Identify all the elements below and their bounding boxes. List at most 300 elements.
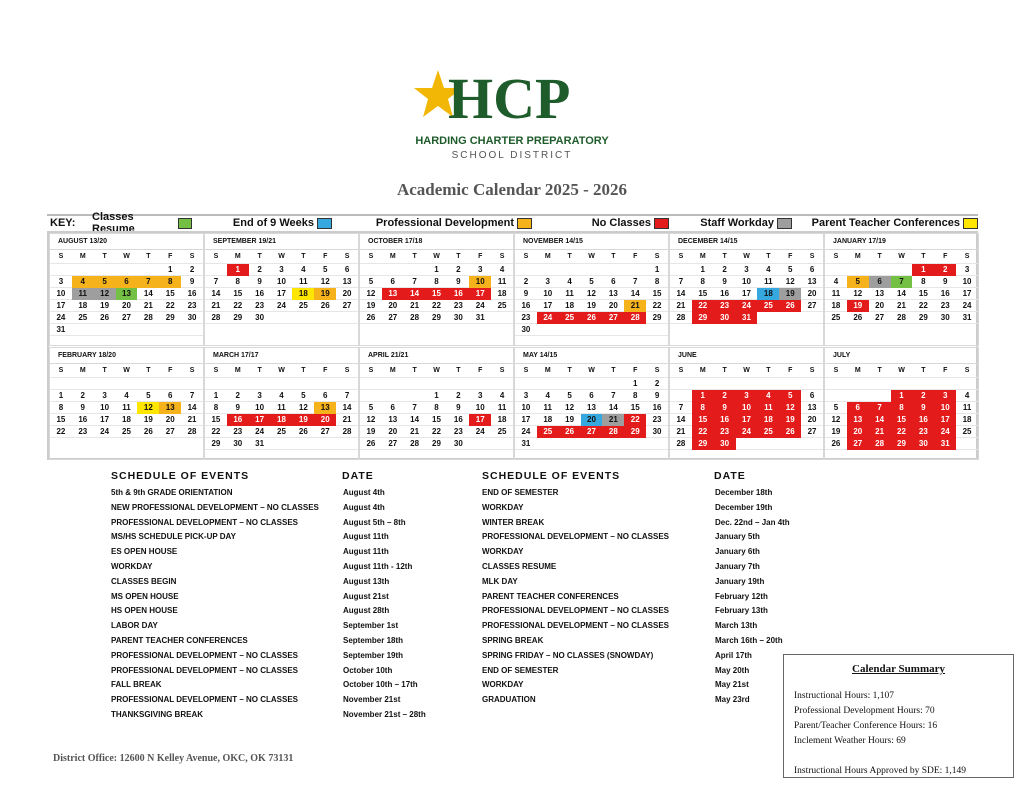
day-cell: 2 [235,391,240,400]
day-cell: 10 [934,402,956,414]
day-cell: 31 [736,312,758,324]
day-cell: 21 [342,415,352,424]
day-cell: 13 [314,402,336,414]
weekday-label: F [788,253,793,260]
day-cell: 12 [137,402,159,414]
day-cell: 22 [692,300,714,312]
day-cell: 2 [654,379,660,388]
day-cell: 6 [869,276,891,288]
week-row [50,390,203,402]
event-date: September 19th [343,650,404,660]
day-cell: 5 [368,403,374,412]
day-cell: 15 [692,414,714,426]
day-cell: 21 [676,301,686,310]
day-cell: 25 [122,427,131,436]
day-cell [205,378,227,389]
day-cell: 19 [292,414,314,426]
day-cell: 4 [499,391,505,400]
day-cell [869,390,891,402]
weekday-label: M [79,253,86,260]
day-cell: 20 [388,427,398,436]
day-cell [559,324,581,336]
day-cell: 30 [912,438,934,450]
day-cell: 21 [410,301,420,310]
weekday-header [205,364,358,378]
day-cell: 17 [736,414,758,426]
day-cell: 12 [853,289,863,298]
week-row [515,390,668,402]
weekday-label: S [678,253,684,260]
day-cell: 17 [962,289,972,298]
day-cell: 1 [167,265,173,274]
week-row [515,300,668,312]
day-cell: 15 [918,289,928,298]
day-cell: 31 [56,325,66,334]
day-cell: 3 [257,391,262,400]
day-cell: 17 [56,301,66,310]
weekday-label: M [854,367,861,374]
day-cell: 13 [382,288,404,300]
day-cell: 13 [807,277,817,286]
day-cell: 29 [624,426,646,438]
day-cell: 12 [587,289,596,298]
week-row [670,264,823,276]
day-cell: 25 [559,312,581,324]
event-name: END OF SEMESTER [482,488,559,497]
week-row [825,276,978,288]
day-cell: 19 [100,301,110,310]
summary-line: Professional Development Hours: 70 [794,706,935,716]
day-cell [491,438,513,450]
week-row [515,288,668,300]
weekday-label: F [168,367,173,374]
day-cell: 26 [143,427,153,436]
month-1 [49,233,204,346]
day-cell: 29 [692,312,714,324]
day-cell: 21 [143,301,153,310]
day-cell: 16 [187,289,197,298]
day-cell [670,378,692,389]
event-name: THANKSGIVING BREAK [111,710,204,719]
day-cell: 4 [72,276,94,288]
day-cell: 15 [211,415,221,424]
day-cell: 22 [652,301,662,310]
event-name: CLASSES RESUME [482,562,557,571]
month-name: MARCH 17/17 [205,348,358,364]
day-cell: 2 [714,390,736,402]
day-cell: 6 [809,265,815,274]
week-row [825,264,978,276]
day-cell: 5 [146,391,151,400]
event-name: PROFESSIONAL DEVELOPMENT – NO CLASSES [111,650,298,660]
day-cell: 17 [277,289,286,298]
day-cell: 1 [434,391,439,400]
event-date: February 13th [715,606,768,616]
day-cell [314,378,336,389]
day-cell: 28 [624,312,646,324]
day-cell: 4 [766,265,771,274]
event-name: CLASSES BEGIN [111,576,177,586]
week-row [50,324,203,336]
day-cell: 29 [692,438,714,450]
day-cell: 13 [807,403,817,412]
week-row [515,414,668,426]
day-cell: 9 [189,277,195,286]
day-cell: 3 [964,265,970,274]
event-date: September 1st [343,621,399,631]
day-cell: 28 [187,427,197,436]
day-cell: 23 [912,426,934,438]
event-name: MLK DAY [482,576,518,586]
weekday-header [515,364,668,378]
weekday-label: S [654,367,660,374]
day-cell [469,438,491,450]
day-cell: 8 [692,402,714,414]
event-date: August 5th – 8th [343,517,406,527]
week-row [50,300,203,312]
day-cell: 30 [187,313,197,322]
week-row [360,264,513,276]
weekday-label: S [833,253,839,260]
day-cell [602,324,624,336]
weekday-label: F [633,367,638,374]
summary-line: Parent/Teacher Conference Hours: 16 [794,721,938,731]
day-cell: 1 [58,391,64,400]
day-cell [825,264,847,276]
weekday-header [670,364,823,378]
day-cell: 16 [720,289,730,298]
week-row [515,402,668,414]
weekday-label: F [478,253,483,260]
day-cell: 1 [912,264,934,276]
day-cell [956,378,978,389]
weekday-label: S [213,253,219,260]
week-row [360,288,513,300]
weekday-label: T [257,367,262,374]
week-row [360,390,513,402]
event-date: October 10th [343,665,393,675]
day-cell: 11 [764,277,773,286]
day-cell: 9 [456,277,461,286]
weekday-label: S [499,367,505,374]
week-row [825,378,978,390]
day-cell [249,378,271,389]
day-cell: 9 [257,277,262,286]
day-cell: 30 [940,313,950,322]
weekday-label: S [189,367,195,374]
day-cell: 13 [587,403,596,412]
month-name: SEPTEMBER 19/21 [205,234,358,250]
day-cell [891,264,913,276]
day-cell: 28 [897,313,906,322]
day-cell: 26 [831,439,841,448]
day-cell: 6 [809,391,815,400]
day-cell: 14 [676,289,686,298]
day-cell: 17 [469,414,491,426]
month-4 [514,233,669,346]
swatch-red [654,218,669,229]
day-cell: 17 [543,301,553,310]
day-cell: 3 [477,391,483,400]
day-cell [757,378,779,389]
day-cell: 24 [537,312,559,324]
day-cell: 2 [456,265,461,274]
month-name: NOVEMBER 14/15 [515,234,668,250]
weekday-label: F [943,367,948,374]
month-7 [49,347,204,460]
day-cell [72,264,94,276]
day-cell: 9 [942,277,948,286]
day-cell: 6 [167,391,173,400]
day-cell: 7 [678,277,684,286]
day-cell: 8 [58,403,64,412]
week-row [670,390,823,402]
week-row [360,276,513,288]
event-date: August 4th [343,488,385,497]
event-date: August 11th [343,547,389,557]
day-cell [847,264,869,276]
day-cell: 17 [934,414,956,426]
day-cell: 8 [891,402,913,414]
day-cell [404,390,426,402]
day-cell: 1 [891,390,913,402]
event-name: GRADUATION [482,695,536,705]
weekday-label: T [102,367,107,374]
month-3 [359,233,514,346]
event-date: December 18th [715,488,773,497]
day-cell: 14 [869,414,891,426]
week-row [205,276,358,288]
day-cell: 24 [934,426,956,438]
week-row [205,300,358,312]
day-cell: 10 [100,403,110,412]
weekday-label: M [699,367,706,374]
month-name: FEBRUARY 18/20 [50,348,203,364]
day-cell: 1 [654,265,660,274]
week-row [205,426,358,438]
day-cell: 27 [807,301,817,310]
day-cell: 23 [714,426,736,438]
day-cell: 19 [587,301,596,310]
day-cell [537,378,559,390]
event-name: SPRING FRIDAY – NO CLASSES (SNOWDAY) [482,650,654,660]
swatch-gray [777,218,792,229]
day-cell [624,264,646,276]
week-row [670,276,823,288]
day-cell [205,264,227,276]
day-cell [50,378,72,389]
week-row [205,312,358,324]
day-cell [646,438,668,450]
day-cell: 6 [116,276,138,288]
weekday-label: S [523,253,529,260]
day-cell: 15 [698,289,708,298]
weekday-header [515,250,668,264]
week-row [825,414,978,426]
day-cell: 16 [521,301,531,310]
event-name: MS/HS SCHEDULE PICK-UP DAY [111,532,236,542]
week-row [50,378,203,390]
event-date: April 17th [715,650,752,660]
key-no-classes: No Classes [532,216,669,230]
week-row [205,288,358,300]
weekday-label: S [368,367,374,374]
day-cell: 11 [72,288,94,300]
event-name: PROFESSIONAL DEVELOPMENT – NO CLASSES [482,621,669,631]
day-cell: 5 [847,276,869,288]
day-cell [847,378,869,389]
month-9 [359,347,514,460]
event-date: December 19th [715,502,773,512]
weekday-label: S [58,253,64,260]
schedule-header-left: SCHEDULE OF EVENTS [111,470,250,482]
week-row [670,300,823,312]
day-cell: 12 [320,277,330,286]
weekday-label: S [809,253,815,260]
day-cell: 7 [137,276,159,288]
day-cell [382,378,404,389]
day-cell: 1 [434,265,439,274]
day-cell: 8 [159,276,181,288]
weekday-label: S [58,367,64,374]
day-cell: 26 [853,313,863,322]
day-cell: 13 [875,289,885,298]
day-cell: 8 [632,391,638,400]
day-cell: 9 [722,277,727,286]
day-cell: 31 [475,313,485,322]
day-cell: 5 [567,391,572,400]
day-cell: 22 [165,301,175,310]
day-cell: 10 [475,403,485,412]
day-cell: 9 [912,402,934,414]
month-8 [204,347,359,460]
event-date: March 16th – 20th [715,636,783,645]
logo-line1: HARDING CHARTER PREPARATORY [415,135,609,147]
day-cell: 18 [292,288,314,300]
event-name: WORKDAY [482,680,524,690]
day-cell: 11 [497,277,507,286]
event-name: LABOR DAY [111,621,158,631]
day-cell: 9 [714,402,736,414]
day-cell: 18 [962,415,972,424]
day-cell: 29 [432,313,441,322]
weekday-label: S [833,367,839,374]
day-cell [801,312,823,324]
weekday-label: T [877,253,882,260]
day-cell [602,438,624,450]
day-cell: 27 [388,439,398,448]
week-row [50,426,203,438]
day-cell [602,264,624,276]
day-cell: 4 [964,391,970,400]
day-cell: 14 [630,289,640,298]
day-cell: 19 [143,415,153,424]
week-row [670,402,823,414]
weekday-label: S [964,253,970,260]
weekday-label: T [766,253,771,260]
key-classes-resume: Classes Resume [92,216,192,230]
summary-line: Instructional Hours: 1,107 [794,691,895,701]
day-cell: 3 [736,390,758,402]
event-name: MS OPEN HOUSE [111,591,179,601]
weekday-header [825,364,978,378]
logo-line2: SCHOOL DISTRICT [451,150,573,161]
day-cell [956,438,978,450]
weekday-label: F [633,253,638,260]
day-cell [181,378,203,389]
day-cell: 1 [632,379,638,388]
day-cell [336,312,358,324]
event-name: PROFESSIONAL DEVELOPMENT – NO CLASSES [482,606,669,616]
day-cell: 19 [366,427,376,436]
day-cell [360,378,382,389]
weekday-label: T [567,253,572,260]
day-cell [292,312,314,324]
day-cell: 25 [962,427,972,436]
day-cell [469,378,491,389]
day-cell: 7 [869,402,891,414]
day-cell [116,264,138,276]
day-cell [646,324,668,336]
day-cell [181,324,203,336]
summary-title: Calendar Summary [852,663,945,675]
day-cell [116,378,138,389]
day-cell: 31 [934,438,956,450]
event-name: 5th & 9th GRADE ORIENTATION [111,488,233,497]
swatch-yellow [963,218,978,229]
day-cell: 13 [608,289,618,298]
day-cell: 11 [757,402,779,414]
weekday-label: M [544,253,551,260]
day-cell: 26 [559,426,581,438]
day-cell: 7 [189,391,195,400]
day-cell: 26 [581,312,603,324]
day-cell [602,378,624,390]
day-cell [271,312,293,324]
day-cell: 21 [410,427,420,436]
day-cell: 8 [235,277,240,286]
weekday-label: T [611,253,616,260]
day-cell: 16 [912,414,934,426]
day-cell: 12 [366,415,376,424]
day-cell: 26 [320,301,330,310]
day-cell: 8 [434,403,439,412]
week-row [205,402,358,414]
weekday-header [205,250,358,264]
day-cell: 9 [80,403,85,412]
day-cell: 19 [847,300,869,312]
week-row [825,438,978,450]
day-cell: 13 [847,414,869,426]
day-cell: 3 [934,390,956,402]
week-row [825,426,978,438]
day-cell: 27 [602,312,624,324]
day-cell: 4 [279,391,284,400]
week-row [360,378,513,390]
weekday-label: T [921,253,926,260]
weekday-label: W [743,253,750,260]
weekday-label: T [301,253,306,260]
day-cell: 13 [388,415,398,424]
day-cell: 27 [122,313,131,322]
weekday-header [670,250,823,264]
day-cell [336,378,358,389]
event-date: November 21st [343,695,401,705]
week-row [50,264,203,276]
weekday-label: W [743,367,750,374]
week-row [515,324,668,336]
day-cell: 1 [213,391,219,400]
